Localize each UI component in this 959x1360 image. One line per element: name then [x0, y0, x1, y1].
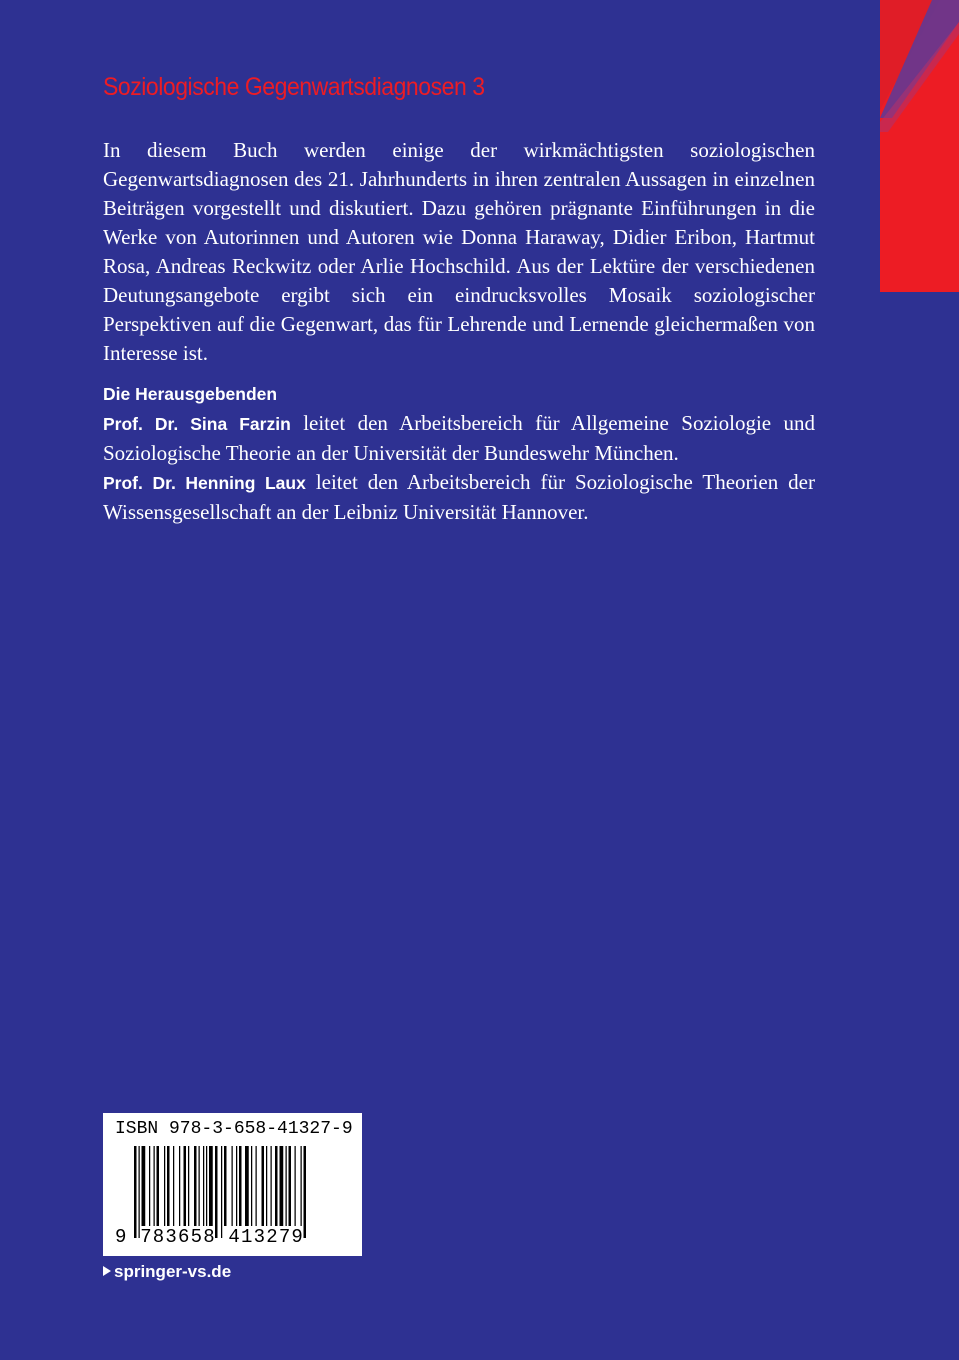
barcode-bar	[245, 1146, 249, 1226]
isbn-label: ISBN 978-3-658-41327-9	[115, 1119, 353, 1139]
isbn-barcode	[103, 1113, 362, 1256]
barcode-digits: 9 783658 413279	[115, 1226, 305, 1248]
editor-description: leitet den Arbeitsbereich für Soziologische Theorien der Wissensgesellschaft an der Leibniz Universität Hannover.	[103, 470, 815, 524]
barcode-bar	[134, 1146, 137, 1238]
barcode-bar	[184, 1146, 187, 1226]
barcode-bar	[280, 1146, 284, 1226]
barcode-bar	[209, 1146, 213, 1226]
barcode-bar	[266, 1146, 267, 1226]
barcode-bar	[149, 1146, 150, 1226]
barcode-bar	[203, 1146, 204, 1226]
series-title: Soziologische Gegenwartsdiagnosen 3	[103, 73, 485, 101]
barcode-bar	[271, 1146, 272, 1226]
editors-section	[103, 380, 815, 527]
barcode-bar	[236, 1146, 237, 1226]
barcode-bar	[157, 1146, 160, 1226]
publisher-url[interactable]: springer-vs.de	[114, 1262, 232, 1281]
barcode-bar	[167, 1146, 170, 1226]
barcode-bar	[224, 1146, 227, 1226]
barcode-bar	[154, 1146, 155, 1226]
book-description: In diesem Buch werden einige der wirkmächtigsten soziologischen Gegenwartsdiagnosen des 21. Jahrhunderts in ihren zentralen Aussagen in einzelnen Beiträgen vorgestellt und diskutiert. Dazu gehören prägnante Einführungen in die Werke von Autorinnen und Autoren wie Donna Haraway, Didier Eribon, Hartmut Rosa, Andreas Reckwitz oder Arlie Hochschild. Aus der Lektüre der verschiedenen Deutungsangebote ergibt sich ein eindrucksvolles Mosaik soziologischer Perspektiven auf die Gegenwart, das für Lehrende und Lernende gleichermaßen von Interesse ist.	[103, 138, 815, 365]
editors-heading: Die Herausgebenden	[103, 384, 278, 404]
barcode-bar	[301, 1146, 302, 1226]
barcode-bar	[206, 1146, 207, 1226]
arrow-right-icon	[103, 1266, 111, 1276]
barcode-bar	[256, 1146, 257, 1226]
barcode-bar	[289, 1146, 292, 1226]
barcode-bar	[199, 1146, 200, 1226]
barcode-bar	[139, 1146, 140, 1238]
publisher-link[interactable]	[103, 1262, 231, 1282]
barcode-bar	[232, 1146, 233, 1226]
barcode-bar	[179, 1146, 180, 1226]
editor-description: leitet den Arbeitsbereich für Allgemeine Soziologie und Soziologische Theorie an der Universität der Bundeswehr München.	[103, 411, 816, 465]
barcode-bar	[142, 1146, 146, 1226]
barcode-bar	[251, 1146, 252, 1226]
red-corner-tab	[880, 0, 959, 292]
barcode-bar	[295, 1146, 296, 1226]
editor-name: Prof. Dr. Henning Laux	[103, 473, 306, 493]
barcode-bar	[221, 1146, 222, 1238]
barcode-bar	[239, 1146, 242, 1226]
editor-bio-farzin	[103, 409, 815, 468]
barcode-bar	[262, 1146, 265, 1226]
barcode-bar	[188, 1146, 189, 1226]
barcode-bar	[286, 1146, 287, 1226]
diagonal-stripe-decoration	[880, 0, 959, 292]
barcode-bar	[215, 1146, 218, 1238]
barcode-bar	[194, 1146, 197, 1226]
barcode-bar	[173, 1146, 174, 1226]
barcode-bar	[275, 1146, 278, 1226]
barcode-bar	[164, 1146, 165, 1226]
editor-bio-laux	[103, 468, 815, 527]
editor-name: Prof. Dr. Sina Farzin	[103, 414, 291, 434]
barcode-bar	[304, 1146, 307, 1238]
